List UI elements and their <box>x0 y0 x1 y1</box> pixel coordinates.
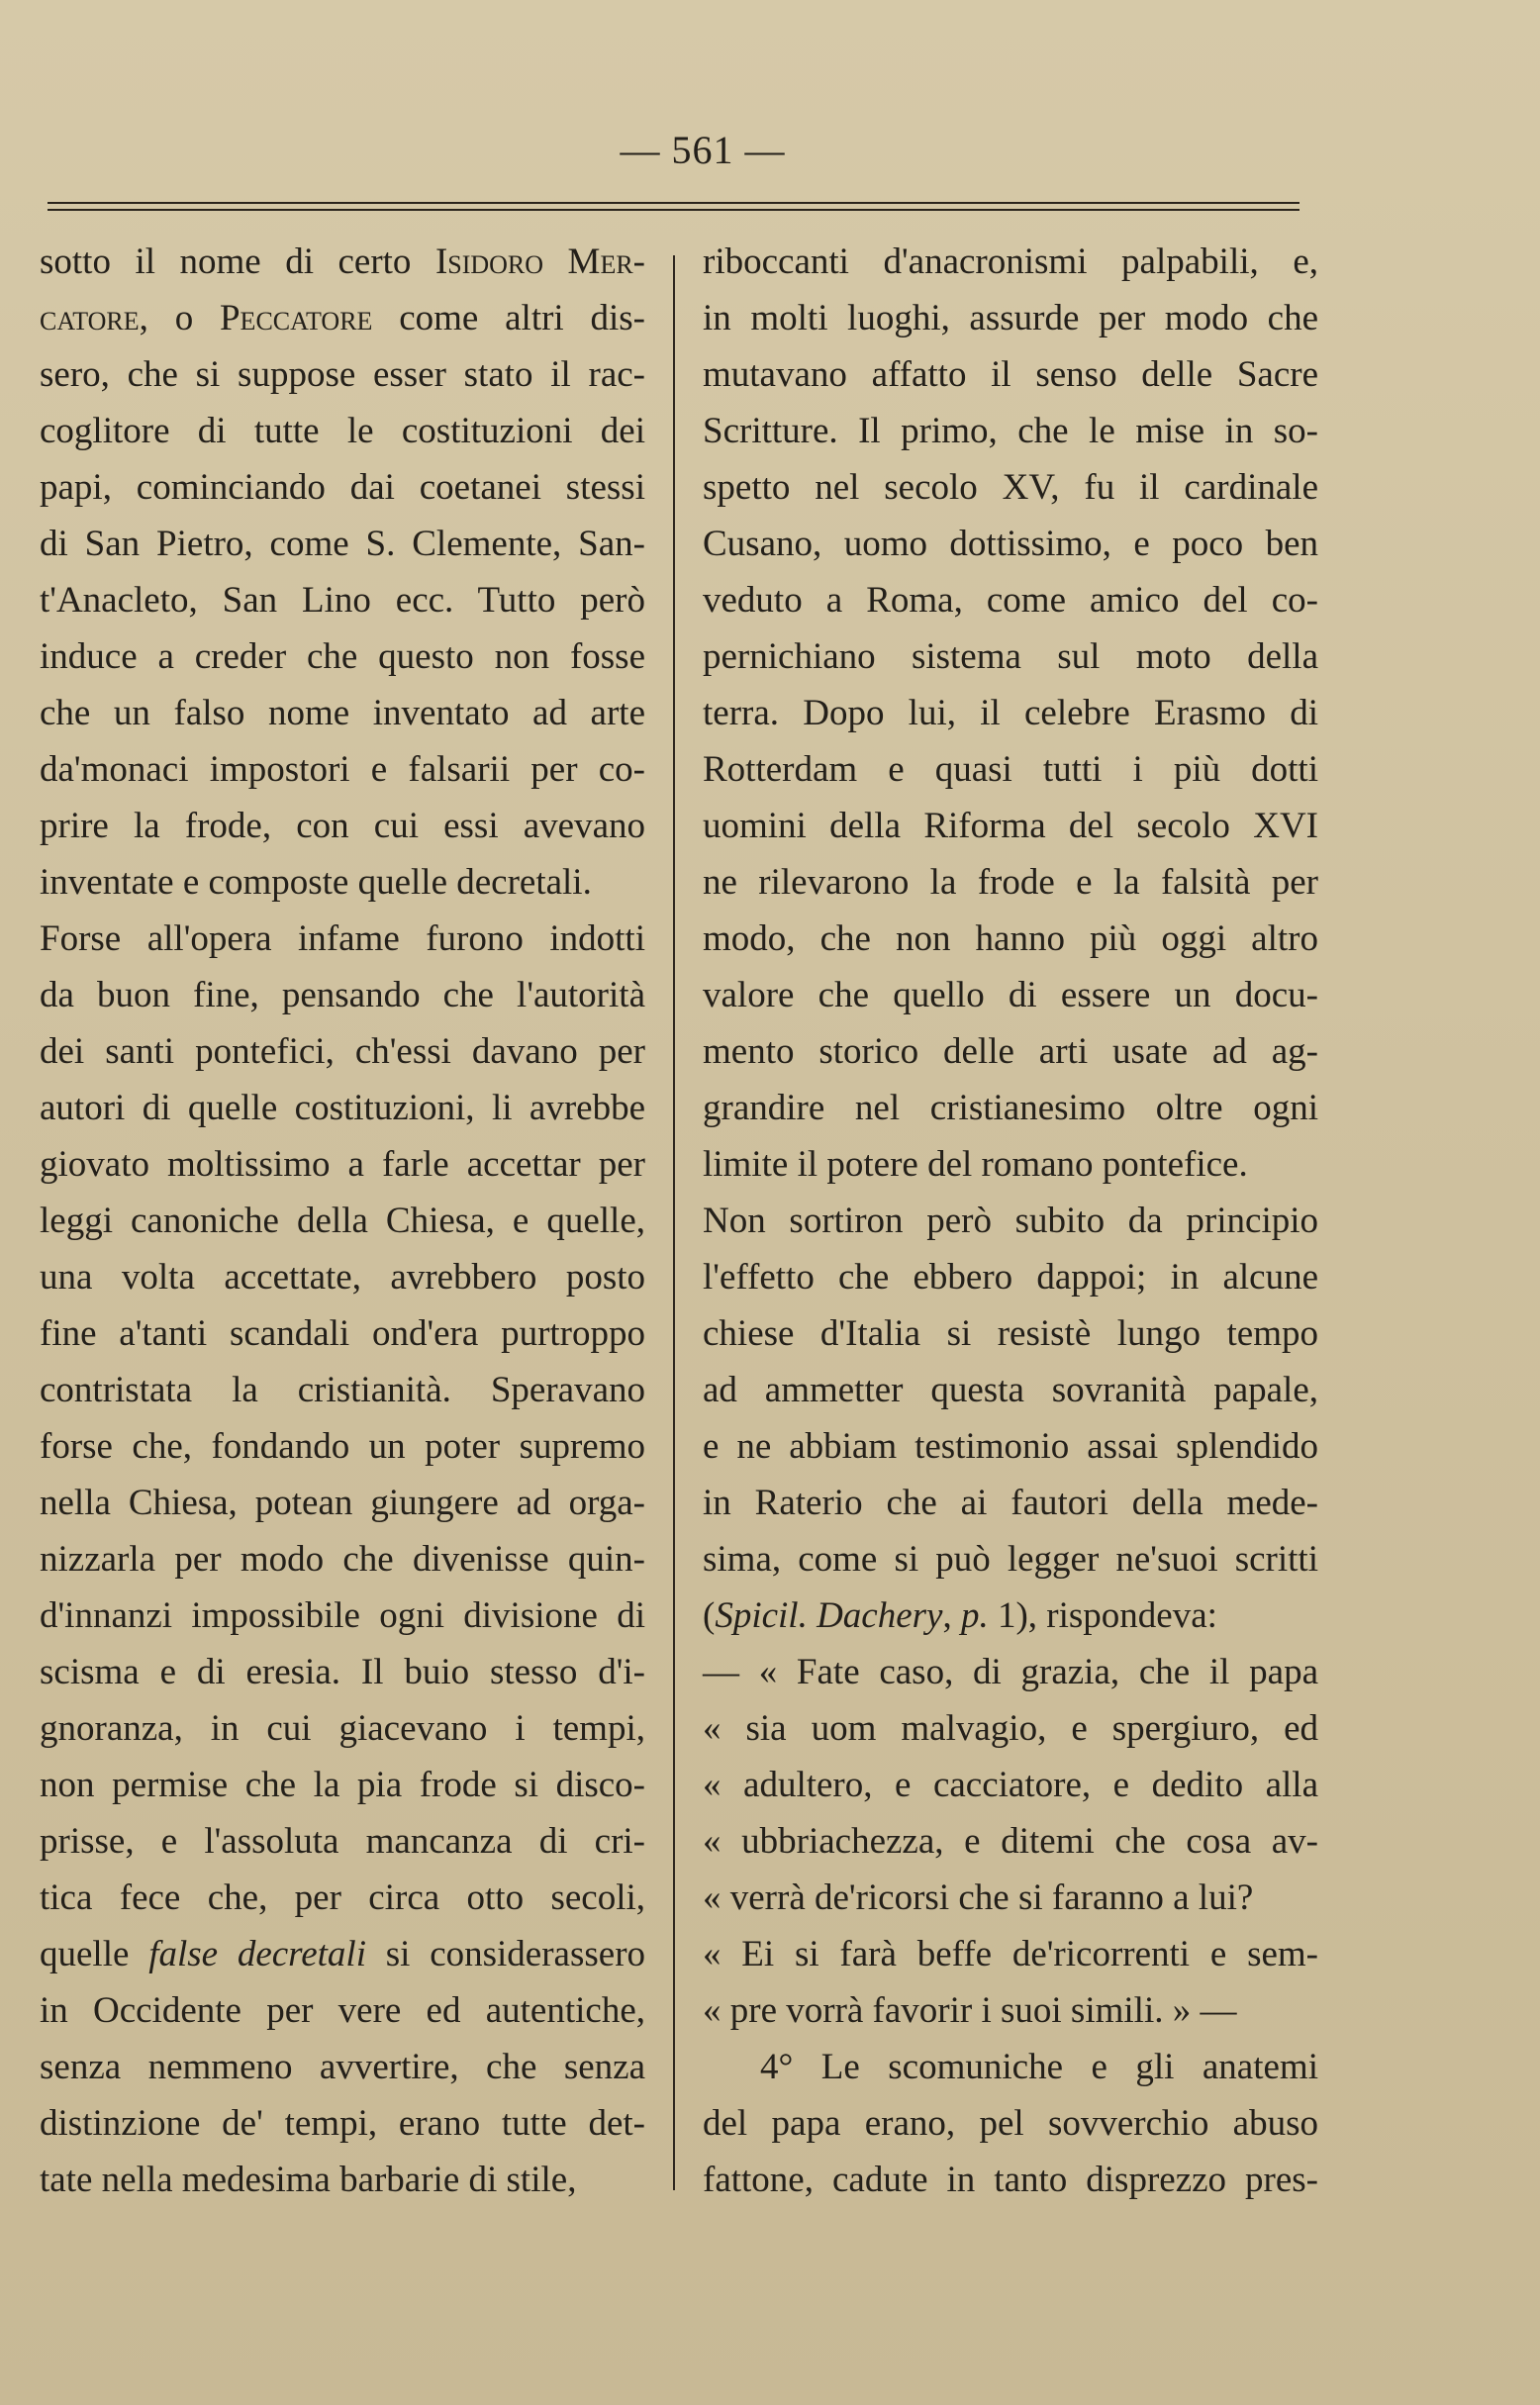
text-line: in molti luoghi, assurde per modo che <box>703 298 1318 338</box>
text-line: papi, cominciando dai coetanei stessi <box>40 467 645 508</box>
small-caps-name: Peccatore <box>219 298 373 338</box>
text-line: Rotterdam e quasi tutti i più dotti <box>703 749 1318 790</box>
text-line: contristata la cristianità. Speravano <box>40 1370 645 1410</box>
italic-text: p. <box>960 1595 989 1636</box>
text-line: — « Fate caso, di grazia, che il papa <box>703 1652 1318 1692</box>
text-line: modo, che non hanno più oggi altro <box>703 918 1318 959</box>
text-line: veduto a Roma, come amico del co- <box>703 580 1318 621</box>
text-run: 1), rispondeva: <box>988 1595 1217 1636</box>
text-line: prire la frode, con cui essi avevano <box>40 806 645 846</box>
text-line: una volta accettate, avrebbero posto <box>40 1257 645 1298</box>
right-column <box>703 234 1318 2203</box>
text-line: fattone, cadute in tanto disprezzo pres- <box>703 2160 1318 2200</box>
text-line: induce a creder che questo non fosse <box>40 636 645 677</box>
text-line <box>40 234 645 290</box>
text-line: forse che, fondando un poter supremo <box>40 1426 645 1467</box>
text-line: terra. Dopo lui, il celebre Erasmo di <box>703 693 1318 733</box>
text-run: come altri dis- <box>372 298 645 338</box>
text-line: tica fece che, per circa otto secoli, <box>40 1877 645 1918</box>
text-line: sima, come si può legger ne'suoi scritti <box>703 1539 1318 1580</box>
text-line: Forse all'opera infame furono indotti <box>40 918 645 959</box>
text-line: nizzarla per modo che divenisse quin- <box>40 1539 645 1580</box>
text-line: mento storico delle arti usate ad ag- <box>703 1031 1318 1072</box>
text-line <box>703 1587 1318 1644</box>
text-run: ( <box>703 1595 716 1636</box>
text-line: « Ei si farà beffe de'ricorrenti e sem- <box>703 1934 1318 1974</box>
text-line: valore che quello di essere un docu- <box>703 975 1318 1015</box>
text-line: inventate e composte quelle decretali. <box>40 862 592 903</box>
text-line: gnoranza, in cui giacevano i tempi, <box>40 1708 645 1749</box>
text-line: limite il potere del romano pontefice. <box>703 1144 1248 1185</box>
text-line: in Raterio che ai fautori della mede- <box>703 1483 1318 1523</box>
italic-text: false decretali <box>148 1934 366 1974</box>
text-line: giovato moltissimo a farle accettar per <box>40 1144 645 1185</box>
left-column <box>40 234 645 2203</box>
text-line <box>40 1926 645 1982</box>
small-caps-name: Isidoro Mer- <box>434 241 645 282</box>
text-line: prisse, e l'assoluta mancanza di cri- <box>40 1821 645 1862</box>
text-line: autori di quelle costituzioni, li avrebbe <box>40 1088 645 1128</box>
text-line: nella Chiesa, potean giungere ad orga- <box>40 1483 645 1523</box>
text-line: l'effetto che ebbero dappoi; in alcune <box>703 1257 1318 1298</box>
text-run: , <box>942 1595 961 1636</box>
text-line: « adultero, e cacciatore, e dedito alla <box>703 1765 1318 1805</box>
text-line: non permise che la pia frode si disco- <box>40 1765 645 1805</box>
text-line: da'monaci impostori e falsarii per co- <box>40 749 645 790</box>
text-line: Non sortiron però subito da principio <box>703 1201 1318 1241</box>
text-line: « verrà de'ricorsi che si faranno a lui? <box>703 1877 1254 1918</box>
text-line: 4° Le scomuniche e gli anatemi <box>760 2047 1318 2087</box>
text-line: del papa erano, pel sovverchio abuso <box>703 2103 1318 2144</box>
text-line: leggi canoniche della Chiesa, e quelle, <box>40 1201 645 1241</box>
text-line: coglitore di tutte le costituzioni dei <box>40 411 645 451</box>
text-run: , o <box>139 298 220 338</box>
text-line: che un falso nome inventato ad arte <box>40 693 645 733</box>
text-run: sotto il nome di certo <box>40 241 435 282</box>
text-line: da buon fine, pensando che l'autorità <box>40 975 645 1015</box>
text-line: chiese d'Italia si resistè lungo tempo <box>703 1313 1318 1354</box>
header-rule <box>48 202 1299 204</box>
small-caps-name: catore <box>40 298 140 338</box>
text-line: senza nemmeno avvertire, che senza <box>40 2047 645 2087</box>
text-line: d'innanzi impossibile ogni divisione di <box>40 1595 645 1636</box>
text-line: scisma e di eresia. Il buio stesso d'i- <box>40 1652 645 1692</box>
text-line <box>40 290 645 346</box>
header-rule-second <box>48 209 1299 211</box>
text-line: in Occidente per vere ed autentiche, <box>40 1990 645 2031</box>
italic-text: Spicil. Dachery <box>715 1595 943 1636</box>
text-line: uomini della Riforma del secolo XVI <box>703 806 1318 846</box>
text-line: dei santi pontefici, ch'essi davano per <box>40 1031 645 1072</box>
text-line: e ne abbiam testimonio assai splendido <box>703 1426 1318 1467</box>
text-line: di San Pietro, come S. Clemente, San- <box>40 524 645 564</box>
text-line: mutavano affatto il senso delle Sacre <box>703 354 1318 395</box>
text-line: ad ammetter questa sovranità papale, <box>703 1370 1318 1410</box>
text-line: grandire nel cristianesimo oltre ogni <box>703 1088 1318 1128</box>
text-line: sero, che si suppose esser stato il rac- <box>40 354 645 395</box>
text-line: pernichiano sistema sul moto della <box>703 636 1318 677</box>
text-line: « ubbriachezza, e ditemi che cosa av- <box>703 1821 1318 1862</box>
text-line: Scritture. Il primo, che le mise in so- <box>703 411 1318 451</box>
text-line: « sia uom malvagio, e spergiuro, ed <box>703 1708 1318 1749</box>
page-number: — 561 — <box>620 128 786 172</box>
text-line: ne rilevarono la frode e la falsità per <box>703 862 1318 903</box>
text-line: tate nella medesima barbarie di stile, <box>40 2160 577 2200</box>
text-line: t'Anacleto, San Lino ecc. Tutto però <box>40 580 645 621</box>
text-run: quelle <box>40 1934 149 1974</box>
text-line: riboccanti d'anacronismi palpabili, e, <box>703 241 1318 282</box>
text-line: Cusano, uomo dottissimo, e poco ben <box>703 524 1318 564</box>
text-line: fine a'tanti scandali ond'era purtroppo <box>40 1313 645 1354</box>
text-run: si considerassero <box>365 1934 646 1974</box>
text-line: « pre vorrà favorir i suoi simili. » — <box>703 1990 1237 2031</box>
text-line: distinzione de' tempi, erano tutte det- <box>40 2103 645 2144</box>
text-line: spetto nel secolo XV, fu il cardinale <box>703 467 1318 508</box>
column-divider <box>673 255 675 2190</box>
